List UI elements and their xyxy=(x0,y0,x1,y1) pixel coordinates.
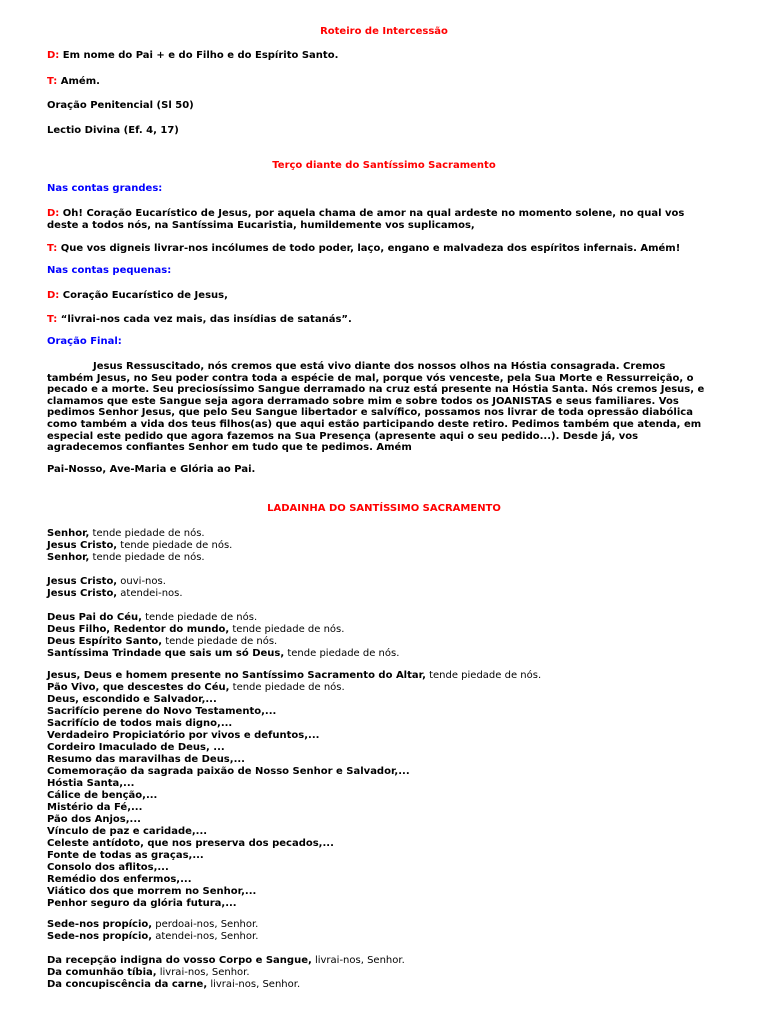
ladainha-invocation: Senhor, xyxy=(47,552,90,563)
ladainha-line xyxy=(47,838,334,850)
ladainha-line xyxy=(47,540,232,552)
ladainha-line xyxy=(47,850,204,862)
ladainha-invocation: Vínculo de paz e caridade,... xyxy=(47,826,208,837)
intro-t-line xyxy=(47,76,100,88)
ladainha-response: atendei-nos, Senhor. xyxy=(152,931,259,942)
ladainha-response: tende piedade de nós. xyxy=(89,552,205,563)
ladainha-line xyxy=(47,552,205,564)
ladainha-invocation: Cálice de benção,... xyxy=(47,790,158,801)
title-ladainha: LADAINHA DO SANTÍSSIMO SACRAMENTO xyxy=(267,503,501,514)
cp-t-line xyxy=(47,314,352,326)
ladainha-invocation: Fonte de todas as graças,... xyxy=(47,850,204,861)
ladainha-line xyxy=(47,754,245,766)
ladainha-invocation: Sede-nos propício, xyxy=(47,919,153,930)
ladainha-line xyxy=(47,588,183,600)
ladainha-invocation: Pão Vivo, que descestes do Céu, xyxy=(47,682,230,693)
ladainha-line xyxy=(47,730,319,742)
ladainha-line xyxy=(47,636,277,648)
ladainha-response: tende piedade de nós. xyxy=(141,612,258,623)
ladainha-invocation: Deus Filho, Redentor do mundo, xyxy=(47,624,230,635)
ladainha-line xyxy=(47,670,541,682)
ladainha-line xyxy=(47,528,205,540)
d-label: D: xyxy=(47,290,60,301)
ladainha-line xyxy=(47,648,399,660)
ladainha-line xyxy=(47,694,217,706)
ladainha-line xyxy=(47,576,166,588)
contas-grandes-heading: Nas contas grandes: xyxy=(47,183,163,194)
ladainha-invocation: Da comunhão tíbia, xyxy=(47,967,157,978)
ladainha-invocation: Jesus, Deus e homem presente no Santíssimo Sacramento do Altar, xyxy=(47,670,426,681)
oracao-final-line: Jesus Ressuscitado, nós cremos que está vivo diante dos nossos olhos na Hóstia consagrada. Cremos xyxy=(93,361,666,372)
ladainha-response: tende piedade de nós. xyxy=(89,528,205,539)
ladainha-line xyxy=(47,931,258,943)
ladainha-line xyxy=(47,898,237,910)
ladainha-response: livrai-nos, Senhor. xyxy=(207,979,301,990)
ladainha-invocation: Jesus Cristo, xyxy=(47,588,118,599)
ladainha-invocation: Pão dos Anjos,... xyxy=(47,814,141,825)
ladainha-response: tende piedade de nós. xyxy=(229,624,345,635)
ladainha-line xyxy=(47,718,232,730)
ladainha-response: ouvi-nos. xyxy=(117,576,166,587)
ladainha-line xyxy=(47,778,134,790)
ladainha-line xyxy=(47,886,256,898)
oracao-penitencial: Oração Penitencial (Sl 50) xyxy=(47,100,194,111)
cg-d-text1: Oh! Coração Eucarístico de Jesus, por aquela chama de amor na qual ardeste no momento solene, no qual vos xyxy=(62,208,685,219)
ladainha-response: tende piedade de nós. xyxy=(425,670,542,681)
ladainha-invocation: Verdadeiro Propiciatório por vivos e defuntos,... xyxy=(47,730,320,741)
ladainha-response: tende piedade de nós. xyxy=(229,682,345,693)
ladainha-line xyxy=(47,919,258,931)
ladainha-invocation: Penhor seguro da glória futura,... xyxy=(47,898,237,909)
ladainha-invocation: Deus, escondido e Salvador,... xyxy=(47,694,217,705)
ladainha-line xyxy=(47,790,157,802)
d-label: D: xyxy=(47,50,60,61)
pai-nosso-line: Pai-Nosso, Ave-Maria e Glória ao Pai. xyxy=(47,464,256,475)
intro-t-text: Amém. xyxy=(60,76,100,87)
ladainha-invocation: Deus Pai do Céu, xyxy=(47,612,142,623)
ladainha-response: tende piedade de nós. xyxy=(117,540,233,551)
ladainha-invocation: Sacrifício perene do Novo Testamento,... xyxy=(47,706,277,717)
ladainha-line xyxy=(47,766,410,778)
ladainha-invocation: Mistério da Fé,... xyxy=(47,802,143,813)
ladainha-line xyxy=(47,967,250,979)
ladainha-line xyxy=(47,826,207,838)
ladainha-line xyxy=(47,814,141,826)
ladainha-invocation: Sede-nos propício, xyxy=(47,931,153,942)
ladainha-line xyxy=(47,874,192,886)
ladainha-invocation: Celeste antídoto, que nos preserva dos pecados,... xyxy=(47,838,334,849)
ladainha-invocation: Santíssima Trindade que sais um só Deus, xyxy=(47,648,285,659)
oracao-final-paragraph xyxy=(47,361,722,454)
oracao-final-line: clamamos que este Sangue seja agora derramado sobre mim e sobre todos os JOANISTAS e seus familiares. Vos xyxy=(47,395,679,407)
oracao-final-line: agradecemos confiantes Senhor em tudo que te pedimos. Amém xyxy=(47,442,412,454)
oracao-final-line: pedimos Senhor Jesus, que pelo Seu Sangue libertador e salvífico, possamos nos livrar de toda opressão diabólica xyxy=(47,407,693,419)
ladainha-response: livrai-nos, Senhor. xyxy=(156,967,250,978)
title-roteiro: Roteiro de Intercessão xyxy=(320,26,448,37)
ladainha-response: tende piedade de nós. xyxy=(284,648,400,659)
oracao-final-line: também Jesus, no Seu poder contra toda a espécie de mal, porque vós venceste, pela Sua Morte e Ressurreição, o xyxy=(47,372,694,384)
ladainha-invocation: Viático dos que morrem no Senhor,... xyxy=(47,886,257,897)
t-label: T: xyxy=(47,314,58,325)
ladainha-response: tende piedade de nós. xyxy=(162,636,278,647)
cg-d-line1 xyxy=(47,208,684,220)
ladainha-invocation: Jesus Cristo, xyxy=(47,576,118,587)
ladainha-invocation: Remédio dos enfermos,... xyxy=(47,874,192,885)
contas-pequenas-heading: Nas contas pequenas: xyxy=(47,265,172,276)
ladainha-invocation: Hóstia Santa,... xyxy=(47,778,135,789)
ladainha-line xyxy=(47,862,169,874)
cg-d-line2: deste a todos nós, na Santíssima Eucaristia, humildemente vos suplicamos, xyxy=(47,220,475,231)
ladainha-invocation: Sacrifício de todos mais digno,... xyxy=(47,718,233,729)
oracao-final-heading: Oração Final: xyxy=(47,336,122,347)
title-terco: Terço diante do Santíssimo Sacramento xyxy=(272,160,496,171)
cp-d-line xyxy=(47,290,228,302)
ladainha-invocation: Jesus Cristo, xyxy=(47,540,118,551)
ladainha-response: perdoai-nos, Senhor. xyxy=(152,919,259,930)
ladainha-line xyxy=(47,742,225,754)
ladainha-invocation: Consolo dos aflitos,... xyxy=(47,862,169,873)
ladainha-line xyxy=(47,612,257,624)
oracao-final-line: especial este pedido que agora fazemos na Sua Presença (apresente aqui o seu pedido...). Desde já, vos xyxy=(47,430,639,442)
ladainha-invocation: Deus Espírito Santo, xyxy=(47,636,163,647)
intro-d-line xyxy=(47,50,338,62)
ladainha-line xyxy=(47,624,344,636)
t-label: T: xyxy=(47,243,58,254)
ladainha-invocation: Da recepção indigna do vosso Corpo e Sangue, xyxy=(47,955,312,966)
ladainha-invocation: Cordeiro Imaculado de Deus, ... xyxy=(47,742,225,753)
ladainha-response: atendei-nos. xyxy=(117,588,183,599)
ladainha-line xyxy=(47,979,300,991)
ladainha-invocation: Da concupiscência da carne, xyxy=(47,979,208,990)
d-label: D: xyxy=(47,208,60,219)
oracao-final-line: como também a vida dos teus filhos(as) que aqui estão participando deste retiro. Pedimos também que atenda, em xyxy=(47,418,702,430)
ladainha-line xyxy=(47,682,345,694)
lectio-divina: Lectio Divina (Ef. 4, 17) xyxy=(47,125,179,136)
intro-d-text: Em nome do Pai + e do Filho e do Espírito Santo. xyxy=(62,50,339,61)
ladainha-line xyxy=(47,706,276,718)
cp-t-text: “livrai-nos cada vez mais, das insídias de satanás”. xyxy=(60,314,352,325)
ladainha-response: livrai-nos, Senhor. xyxy=(311,955,405,966)
ladainha-line xyxy=(47,955,405,967)
oracao-final-line: pecado e a morte. Seu preciosíssimo Sangue derramado na cruz está presente na Hóstia Santa. Nós cremos Jesus, e xyxy=(47,384,705,396)
cg-t-line xyxy=(47,243,680,255)
cg-t-text: Que vos digneis livrar-nos incólumes de todo poder, laço, engano e malvadeza dos espíritos infernais. Amém! xyxy=(60,243,681,254)
t-label: T: xyxy=(47,76,58,87)
ladainha-invocation: Resumo das maravilhas de Deus,... xyxy=(47,754,245,765)
ladainha-invocation: Comemoração da sagrada paixão de Nosso Senhor e Salvador,... xyxy=(47,766,410,777)
ladainha-invocation: Senhor, xyxy=(47,528,90,539)
ladainha-line xyxy=(47,802,142,814)
cp-d-text: Coração Eucarístico de Jesus, xyxy=(62,290,228,301)
